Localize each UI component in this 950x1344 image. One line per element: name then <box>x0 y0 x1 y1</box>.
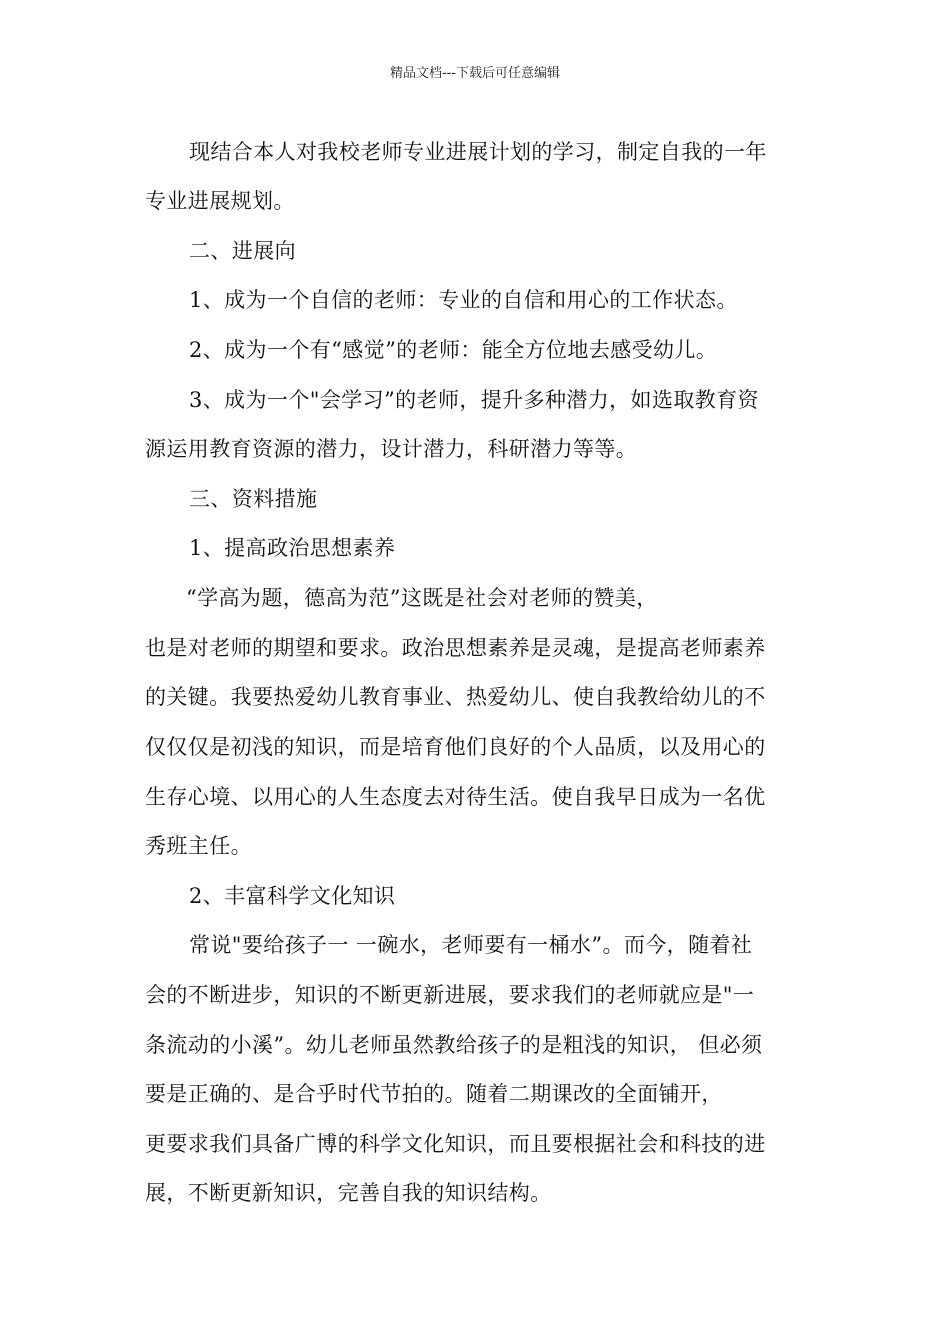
paragraph-line: 也是对老师的期望和要求。政治思想素养是灵魂，是提高老师素养 <box>145 636 766 660</box>
paragraph-line: 常说"要给孩子一 一碗水，老师要有一桶水”。而今，随着社 <box>189 933 753 957</box>
paragraph-line: 秀班主任。 <box>145 834 252 858</box>
subsection-heading: 2、丰富科学文化知识 <box>189 884 396 908</box>
section-heading: 二、进展向 <box>189 239 296 263</box>
paragraph-line: 会的不断进步，知识的不断更新进展，要求我们的老师就应是"一 <box>145 983 755 1007</box>
paragraph-line: 生存心境、以用心的人生态度去对待生活。使自我早日成为一名优 <box>145 785 766 809</box>
list-item: 3、成为一个"会学习”的老师，提升多种潜力，如选取教育资 <box>189 388 759 412</box>
paragraph-line: 仅仅仅是初浅的知识，而是培育他们良好的个人品质，以及用心的 <box>145 735 766 759</box>
paragraph-line: 条流动的小溪”。幼儿老师虽然教给孩子的是粗浅的知识， 但必须 <box>145 1033 763 1057</box>
section-heading: 三、资料措施 <box>189 487 318 511</box>
paragraph-line: 要是正确的、是合乎时代节拍的。随着二期课改的全面铺开， <box>145 1082 723 1106</box>
list-item: 2、成为一个有“感觉”的老师：能全方位地去感受幼儿。 <box>189 338 718 362</box>
list-item: 1、成为一个自信的老师：专业的自信和用心的工作状态。 <box>189 288 738 312</box>
subsection-heading: 1、提高政治思想素养 <box>189 536 396 560</box>
paragraph-line: 专业进展规划。 <box>145 189 295 213</box>
paragraph-line: 源运用教育资源的潜力，设计潜力，科研潜力等等。 <box>145 437 638 461</box>
page-header: 精品文档---下载后可任意编辑 <box>389 66 561 81</box>
paragraph-line: 更要求我们具备广博的科学文化知识，而且要根据社会和科技的进 <box>145 1132 766 1156</box>
paragraph-line: “学高为题，德高为范”这既是社会对老师的赞美， <box>186 586 658 610</box>
paragraph-line: 现结合本人对我校老师专业进展计划的学习，制定自我的一年 <box>189 140 767 164</box>
paragraph-line: 展，不断更新知识，完善自我的知识结构。 <box>145 1181 552 1205</box>
paragraph-line: 的关键。我要热爱幼儿教育事业、热爱幼儿、使自我教给幼儿的不 <box>145 685 766 709</box>
